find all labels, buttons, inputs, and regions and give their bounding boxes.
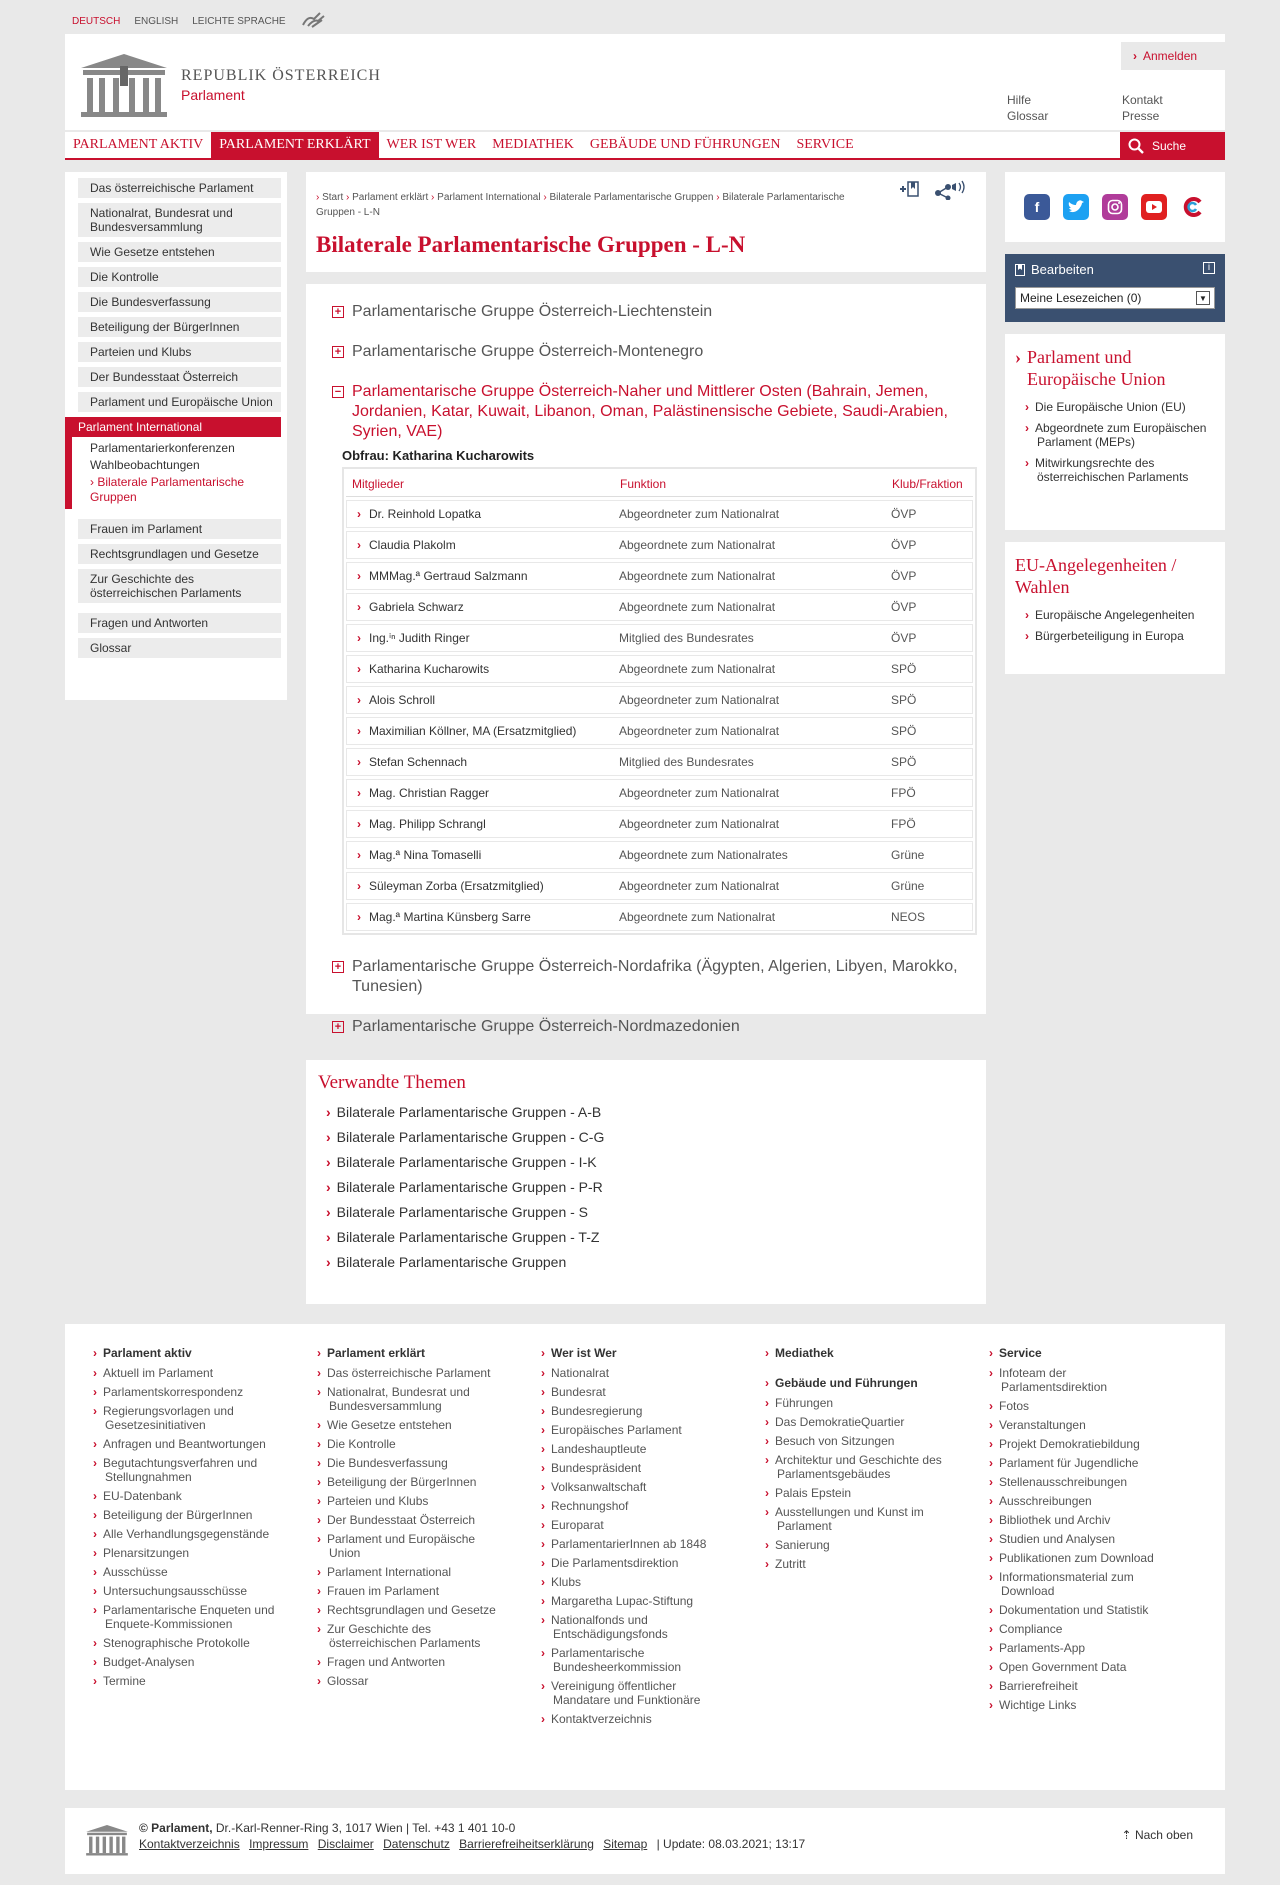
groups-accordion — [306, 284, 986, 1035]
group-naher-mittlerer-osten[interactable] — [332, 382, 964, 442]
footer-link[interactable]: › Palais Epstein — [765, 1486, 950, 1500]
footer-link[interactable]: › Parlament International — [317, 1565, 502, 1579]
nav-parlament-aktiv[interactable]: PARLAMENT AKTIV — [73, 137, 204, 152]
member-name[interactable]: › Dr. Reinhold Lopatka — [357, 507, 619, 521]
footer-col-wer-ist-wer — [541, 1346, 765, 1790]
sign-language-icon[interactable] — [300, 11, 326, 32]
table-row[interactable] — [346, 779, 973, 807]
footer-link[interactable]: › Alle Verhandlungsgegenstände — [93, 1527, 278, 1541]
footer-link-kontaktverzeichnis[interactable]: Kontaktverzeichnis — [139, 1837, 240, 1851]
footer-link[interactable]: › Bundesrat — [541, 1385, 726, 1399]
member-function: Abgeordneter zum Nationalrat — [619, 507, 780, 521]
eu-affairs-link[interactable]: › Bürgerbeteiligung in Europa — [1025, 629, 1215, 643]
footer-link[interactable]: › Nationalrat, Bundesrat und Bundesversammlung — [317, 1385, 502, 1413]
footer-link[interactable]: › Rechtsgrundlagen und Gesetze — [317, 1603, 502, 1617]
member-club: ÖVP — [891, 569, 917, 583]
footer-link[interactable]: › Veranstaltungen — [989, 1418, 1174, 1432]
footer-link[interactable]: › Parlamentarische Bundesheerkommission — [541, 1646, 726, 1674]
footer-link[interactable]: › Nationalrat — [541, 1366, 726, 1380]
footer-link[interactable]: › Wie Gesetze entstehen — [317, 1418, 502, 1432]
footer-link[interactable]: › Stenographische Protokolle — [93, 1636, 278, 1650]
member-club: Grüne — [891, 848, 925, 862]
footer-link[interactable]: › Studien und Analysen — [989, 1532, 1174, 1546]
footer-link[interactable]: › Bundesregierung — [541, 1404, 726, 1418]
table-row[interactable] — [346, 593, 973, 621]
member-function: Abgeordnete zum Nationalrat — [619, 600, 776, 614]
footer-link[interactable]: › Führungen — [765, 1396, 950, 1410]
col-club: Klub/Fraktion — [892, 476, 963, 491]
footer-link-sitemap[interactable]: Sitemap — [603, 1837, 648, 1851]
sidebar-item-rechtsgrundlagen[interactable]: Rechtsgrundlagen und Gesetze — [78, 544, 281, 564]
footer-heading[interactable]: › Service — [989, 1346, 1213, 1360]
breadcrumb-item[interactable]: › Parlament International — [431, 192, 541, 203]
table-row[interactable] — [346, 810, 973, 838]
related-topics — [306, 1060, 986, 1304]
eu-panel-title[interactable]: › Parlament und Europäische Union — [1015, 346, 1215, 390]
eu-affairs-link[interactable]: › Europäische Angelegenheiten — [1025, 608, 1215, 622]
group-title: Parlamentarische Gruppe Österreich-Naher und Mittlerer Osten (Bahrain, Jemen, Jordanien, Katar, Kuwait, Libanon, Oman, Palästinensische Gebiete, Saudi-Arabien, Syrien, VAE) — [352, 383, 948, 440]
table-row[interactable] — [346, 841, 973, 869]
add-bookmark-icon[interactable] — [898, 180, 920, 203]
footer-link[interactable]: › Parlamentskorrespondenz — [93, 1385, 278, 1399]
member-name[interactable]: › Claudia Plakolm — [357, 538, 619, 552]
member-club: SPÖ — [891, 662, 917, 676]
member-name[interactable]: › Gabriela Schwarz — [357, 600, 619, 614]
member-name[interactable]: › Katharina Kucharowits — [357, 662, 619, 676]
eu-link[interactable]: › Die Europäische Union (EU) — [1025, 400, 1215, 414]
footer-link[interactable]: › Plenarsitzungen — [93, 1546, 278, 1560]
sidebar-subnav — [65, 437, 281, 509]
sidebar-navigation — [65, 172, 287, 700]
member-function: Abgeordneter zum Nationalrat — [619, 693, 780, 707]
eu-affairs-title: EU-Angelegenheiten / Wahlen — [1015, 555, 1177, 597]
member-name[interactable]: › Stefan Schennach — [357, 755, 619, 769]
member-function: Abgeordnete zum Nationalrat — [619, 538, 776, 552]
footer-heading[interactable]: › Gebäude und Führungen — [765, 1376, 989, 1390]
footer-link[interactable]: › Parlaments-App — [989, 1641, 1174, 1655]
imprint-info — [139, 1820, 805, 1852]
lang-deutsch[interactable]: DEUTSCH — [72, 15, 121, 27]
facebook-icon[interactable]: f — [1024, 194, 1050, 220]
footer-link[interactable]: › Europäisches Parlament — [541, 1423, 726, 1437]
member-name[interactable]: › Mag.ª Martina Künsberg Sarre — [357, 910, 619, 924]
expand-icon[interactable]: + — [332, 961, 344, 973]
bookmarks-panel — [1005, 254, 1225, 322]
member-function: Abgeordnete zum Nationalrates — [619, 848, 788, 862]
footer-link[interactable]: › Glossar — [317, 1674, 502, 1688]
member-club: ÖVP — [891, 507, 917, 521]
related-link[interactable]: › Bilaterale Parlamentarische Gruppen - C-G — [326, 1129, 974, 1145]
member-club: FPÖ — [891, 786, 916, 800]
help-link[interactable]: Hilfe — [1007, 93, 1032, 107]
table-row[interactable] — [346, 500, 973, 528]
footer-link[interactable]: › Bundespräsident — [541, 1461, 726, 1475]
search-button[interactable] — [1120, 132, 1225, 160]
footer-link[interactable]: › Sanierung — [765, 1538, 950, 1552]
footer-link[interactable]: › Vereinigung öffentlicher Mandatare und Funktionäre — [541, 1679, 726, 1707]
sidebar-item-glossar[interactable]: Glossar — [78, 638, 281, 658]
footer-link[interactable]: › Die Parlamentsdirektion — [541, 1556, 726, 1570]
footer-link-impressum[interactable]: Impressum — [249, 1837, 309, 1851]
member-function: Abgeordnete zum Nationalrat — [619, 662, 776, 676]
press-link[interactable]: Presse — [1122, 109, 1160, 123]
member-club: SPÖ — [891, 755, 917, 769]
nav-service[interactable]: SERVICE — [796, 137, 854, 152]
group-chair: Obfrau: Katharina Kucharowits — [342, 448, 535, 463]
table-row[interactable] — [346, 562, 973, 590]
footer-link[interactable]: › Volksanwaltschaft — [541, 1480, 726, 1494]
logo-title: REPUBLIK ÖSTERREICH — [181, 67, 381, 84]
instagram-icon[interactable] — [1102, 194, 1128, 220]
sidebar-subitem-wahlbeobachtungen[interactable]: Wahlbeobachtungen — [90, 458, 200, 472]
parliament-building-icon — [85, 1824, 129, 1856]
logo-subtitle: Parlament — [181, 87, 245, 103]
bookmark-icon — [1015, 264, 1025, 276]
footer-link[interactable]: › Landeshauptleute — [541, 1442, 726, 1456]
breadcrumb — [316, 190, 876, 220]
eu-link[interactable]: › Mitwirkungsrechte des österreichischen Parlaments — [1025, 456, 1215, 484]
sidebar-item-wie-gesetze-entstehen[interactable]: Wie Gesetze entstehen — [78, 242, 281, 262]
group-nordafrika[interactable] — [332, 957, 964, 997]
footer-col-parlament-erklaert — [317, 1346, 541, 1790]
table-row[interactable] — [346, 686, 973, 714]
member-club: SPÖ — [891, 693, 917, 707]
footer-link[interactable]: › Compliance — [989, 1622, 1174, 1636]
related-link[interactable]: › Bilaterale Parlamentarische Gruppen - T-Z — [326, 1229, 974, 1245]
sidebar-item-die-kontrolle[interactable]: Die Kontrolle — [78, 267, 281, 287]
table-row[interactable] — [346, 655, 973, 683]
footer-link[interactable]: › Kontaktverzeichnis — [541, 1712, 726, 1726]
demokratie-app-icon[interactable] — [1180, 194, 1206, 220]
sidebar-item-die-bundesverfassung[interactable]: Die Bundesverfassung — [78, 292, 281, 312]
footer-link-barrierefreiheit[interactable]: Barrierefreiheitserklärung — [459, 1837, 594, 1851]
footer-link[interactable]: › Barrierefreiheit — [989, 1679, 1174, 1693]
member-function: Abgeordneter zum Nationalrat — [619, 786, 780, 800]
member-club: ÖVP — [891, 538, 917, 552]
nav-mediathek[interactable]: MEDIATHEK — [492, 137, 574, 152]
related-link[interactable]: › Bilaterale Parlamentarische Gruppen - I-K — [326, 1154, 974, 1170]
table-row[interactable] — [346, 531, 973, 559]
group-nordmazedonien[interactable] — [332, 1017, 964, 1037]
breadcrumb-current: › Bilaterale Parlamentarische Gruppen - L-N — [316, 192, 845, 218]
group-title: Parlamentarische Gruppe Österreich-Liechtenstein — [352, 303, 713, 320]
breadcrumb-item[interactable]: › Start — [316, 192, 343, 203]
member-function: Abgeordneter zum Nationalrat — [619, 724, 780, 738]
related-title: Verwandte Themen — [318, 1072, 466, 1093]
eu-link[interactable]: › Abgeordnete zum Europäischen Parlament (MEPs) — [1025, 421, 1215, 449]
bottom-bar — [65, 1808, 1225, 1874]
eu-panel — [1005, 334, 1225, 530]
main-navigation — [65, 132, 1225, 160]
update-date: | Update: 08.03.2021; 13:17 — [656, 1837, 806, 1851]
member-name[interactable]: › Maximilian Köllner, MA (Ersatzmitglied) — [357, 724, 619, 738]
contact-links — [1122, 92, 1163, 124]
footer-link[interactable]: › Beteiligung der BürgerInnen — [93, 1508, 278, 1522]
member-function: Mitglied des Bundesrates — [619, 631, 754, 645]
footer-link[interactable]: › Beteiligung der BürgerInnen — [317, 1475, 502, 1489]
footer-link[interactable]: › Der Bundesstaat Österreich — [317, 1513, 502, 1527]
footer-link[interactable]: › Europarat — [541, 1518, 726, 1532]
footer-heading[interactable]: › Mediathek — [765, 1346, 989, 1360]
parliament-building-icon — [79, 52, 169, 118]
lang-english[interactable]: ENGLISH — [134, 15, 179, 27]
footer-link[interactable]: › Wichtige Links — [989, 1698, 1174, 1712]
nav-parlament-erklaert[interactable]: PARLAMENT ERKLÄRT — [211, 132, 378, 158]
collapse-icon[interactable]: − — [332, 386, 344, 398]
back-to-top-label: Nach oben — [1134, 1828, 1193, 1842]
footer-link[interactable]: › Fotos — [989, 1399, 1174, 1413]
login-button[interactable] — [1121, 42, 1225, 70]
footer-link[interactable]: › Klubs — [541, 1575, 726, 1589]
sidebar-item-parteien-klubs[interactable]: Parteien und Klubs — [78, 342, 281, 362]
sidebar-item-beteiligung[interactable]: Beteiligung der BürgerInnen — [78, 317, 281, 337]
footer-link[interactable]: › Aktuell im Parlament — [93, 1366, 278, 1380]
footer-link[interactable]: › Projekt Demokratiebildung — [989, 1437, 1174, 1451]
copyright: © Parlament, — [139, 1821, 213, 1835]
member-club: ÖVP — [891, 600, 917, 614]
footer-col-service — [989, 1346, 1213, 1790]
col-members: Mitglieder — [352, 476, 405, 491]
sidebar-subitem-bilaterale-gruppen[interactable]: › Bilaterale Parlamentarische Gruppen — [90, 475, 281, 505]
table-row[interactable] — [346, 624, 973, 652]
footer-link[interactable]: › ParlamentarierInnen ab 1848 — [541, 1537, 726, 1551]
breadcrumb-item[interactable]: › Parlament erklärt — [346, 192, 428, 203]
member-club: ÖVP — [891, 631, 917, 645]
help-links — [1007, 92, 1048, 124]
page-tools — [898, 180, 968, 203]
site-header — [65, 34, 1225, 130]
related-link[interactable]: › Bilaterale Parlamentarische Gruppen - P-R — [326, 1179, 974, 1195]
footer-link[interactable]: › Anfragen und Beantwortungen — [93, 1437, 278, 1451]
address: Dr.-Karl-Renner-Ring 3, 1017 Wien | Tel. +43 1 401 10-0 — [215, 1821, 516, 1835]
footer-heading[interactable]: › Parlament aktiv — [93, 1346, 317, 1360]
expand-icon[interactable]: + — [332, 1021, 344, 1033]
footer-col-parlament-aktiv — [93, 1346, 317, 1790]
footer-link[interactable]: › Termine — [93, 1674, 278, 1688]
bearbeiten-label[interactable]: Bearbeiten — [1031, 262, 1094, 277]
col-function: Funktion — [620, 476, 667, 491]
arrow-up-icon: ⇡ — [1121, 1828, 1132, 1842]
footer-link[interactable]: › Fragen und Antworten — [317, 1655, 502, 1669]
footer-link[interactable]: › Regierungsvorlagen und Gesetzesinitiativen — [93, 1404, 278, 1432]
footer-link[interactable]: › Publikationen zum Download — [989, 1551, 1174, 1565]
member-function: Abgeordneter zum Nationalrat — [619, 817, 780, 831]
group-liechtenstein[interactable] — [332, 302, 964, 322]
footer-link-disclaimer[interactable]: Disclaimer — [317, 1837, 374, 1851]
footer-link[interactable]: › Architektur und Geschichte des Parlamentsgebäudes — [765, 1453, 950, 1481]
search-icon — [1128, 138, 1144, 154]
related-link[interactable]: › Bilaterale Parlamentarische Gruppen — [326, 1254, 974, 1270]
footer-link[interactable]: › Ausschreibungen — [989, 1494, 1174, 1508]
related-link[interactable]: › Bilaterale Parlamentarische Gruppen - S — [326, 1204, 974, 1220]
member-name[interactable]: › MMMag.ª Gertraud Salzmann — [357, 569, 619, 583]
sidebar-item-nationalrat-bundesrat[interactable]: Nationalrat, Bundesrat und Bundesversammlung — [78, 203, 281, 237]
footer-link[interactable]: › Parlament für Jugendliche — [989, 1456, 1174, 1470]
bookmarks-select-value: Meine Lesezeichen (0) — [1020, 291, 1142, 305]
footer-link[interactable]: › Margaretha Lupac-Stiftung — [541, 1594, 726, 1608]
sidebar-subitem-konferenzen[interactable]: Parlamentarierkonferenzen — [90, 441, 235, 455]
sidebar-item-frauen[interactable]: Frauen im Parlament — [78, 519, 281, 539]
member-name[interactable]: › Süleyman Zorba (Ersatzmitglied) — [357, 879, 619, 893]
member-name[interactable]: › Mag. Christian Ragger — [357, 786, 619, 800]
member-club: Grüne — [891, 879, 925, 893]
table-row[interactable] — [346, 872, 973, 900]
footer-link[interactable]: › Besuch von Sitzungen — [765, 1434, 950, 1448]
group-title: Parlamentarische Gruppe Österreich-Montenegro — [352, 343, 704, 360]
footer-link[interactable]: › Parlament und Europäische Union — [317, 1532, 502, 1560]
member-function: Abgeordnete zum Nationalrat — [619, 910, 776, 924]
footer-link[interactable]: › Zutritt — [765, 1557, 950, 1571]
language-bar — [72, 12, 326, 30]
table-row[interactable] — [346, 717, 973, 745]
footer-link[interactable]: › Informationsmaterial zum Download — [989, 1570, 1174, 1598]
youtube-icon[interactable] — [1141, 194, 1167, 220]
contact-link[interactable]: Kontakt — [1122, 93, 1163, 107]
footer-link[interactable]: › Rechnungshof — [541, 1499, 726, 1513]
footer-link[interactable]: › Bibliothek und Archiv — [989, 1513, 1174, 1527]
footer-link[interactable]: › Stellenausschreibungen — [989, 1475, 1174, 1489]
footer-link-datenschutz[interactable]: Datenschutz — [383, 1837, 450, 1851]
chevron-down-icon: ▼ — [1196, 291, 1210, 305]
expand-icon[interactable]: + — [332, 306, 344, 318]
footer-link[interactable]: › Infoteam der Parlamentsdirektion — [989, 1366, 1174, 1394]
sidebar-item-fragen-antworten[interactable]: Fragen und Antworten — [78, 613, 281, 633]
group-montenegro[interactable] — [332, 342, 964, 362]
footer-link[interactable]: › Begutachtungsverfahren und Stellungnahmen — [93, 1456, 278, 1484]
table-row[interactable] — [346, 903, 973, 931]
glossary-link[interactable]: Glossar — [1007, 109, 1049, 123]
twitter-icon[interactable] — [1063, 194, 1089, 220]
eu-affairs-panel — [1005, 542, 1225, 674]
sidebar-item-parlament-international[interactable]: Parlament International — [65, 417, 281, 437]
footer-link[interactable]: › Ausstellungen und Kunst im Parlament — [765, 1505, 950, 1533]
member-function: Mitglied des Bundesrates — [619, 755, 754, 769]
footer-link[interactable]: › Frauen im Parlament — [317, 1584, 502, 1598]
info-icon[interactable]: i — [1203, 262, 1215, 274]
search-label: Suche — [1152, 139, 1187, 153]
bookmarks-select[interactable] — [1015, 287, 1215, 309]
member-club: SPÖ — [891, 724, 917, 738]
table-header — [346, 471, 973, 497]
footer-link[interactable]: › Untersuchungsausschüsse — [93, 1584, 278, 1598]
login-label: › Anmelden — [1133, 49, 1197, 63]
expand-icon[interactable]: + — [332, 346, 344, 358]
parliament-logo[interactable] — [79, 52, 381, 118]
member-name[interactable]: › Alois Schroll — [357, 693, 619, 707]
footer-sitemap — [65, 1324, 1225, 1790]
share-read-icon[interactable] — [934, 180, 968, 203]
footer-link[interactable]: › Nationalfonds und Entschädigungsfonds — [541, 1613, 726, 1641]
nav-gebaeude-fuehrungen[interactable]: GEBÄUDE UND FÜHRUNGEN — [589, 137, 781, 152]
footer-link[interactable]: › Dokumentation und Statistik — [989, 1603, 1174, 1617]
footer-heading[interactable]: › Parlament erklärt — [317, 1346, 541, 1360]
social-links — [1005, 172, 1225, 242]
footer-link[interactable]: › EU-Datenbank — [93, 1489, 278, 1503]
table-row[interactable] — [346, 748, 973, 776]
member-name[interactable]: › Mag. Philipp Schrangl — [357, 817, 619, 831]
member-rows — [346, 500, 973, 931]
member-name[interactable]: › Ing.ⁱⁿ Judith Ringer — [357, 631, 619, 645]
group-title: Parlamentarische Gruppe Österreich-Nordafrika (Ägypten, Algerien, Libyen, Marokko, Tunesien) — [352, 958, 958, 995]
footer-link[interactable]: › Die Kontrolle — [317, 1437, 502, 1451]
footer-link[interactable]: › Die Bundesverfassung — [317, 1456, 502, 1470]
footer-link[interactable]: › Ausschüsse — [93, 1565, 278, 1579]
group-title: Parlamentarische Gruppe Österreich-Nordmazedonien — [352, 1018, 740, 1035]
member-function: Abgeordnete zum Nationalrat — [619, 569, 776, 583]
sidebar-item-bundesstaat[interactable]: Der Bundesstaat Österreich — [78, 367, 281, 387]
sidebar-item-das-oesterreichische-parlament[interactable]: Das österreichische Parlament — [78, 178, 281, 198]
member-name[interactable]: › Mag.ª Nina Tomaselli — [357, 848, 619, 862]
footer-col-mediathek — [765, 1346, 989, 1790]
member-club: FPÖ — [891, 817, 916, 831]
sidebar-item-parlament-eu[interactable]: Parlament und Europäische Union — [78, 392, 281, 412]
related-link[interactable]: › Bilaterale Parlamentarische Gruppen - A-B — [326, 1104, 974, 1120]
footer-link[interactable]: › Parlamentarische Enqueten und Enquete-Kommissionen — [93, 1603, 278, 1631]
member-club: NEOS — [891, 910, 926, 924]
member-function: Abgeordneter zum Nationalrat — [619, 879, 780, 893]
footer-link[interactable]: › Das österreichische Parlament — [317, 1366, 502, 1380]
footer-link[interactable]: › Budget-Analysen — [93, 1655, 278, 1669]
footer-link[interactable]: › Parteien und Klubs — [317, 1494, 502, 1508]
breadcrumb-item[interactable]: › Bilaterale Parlamentarische Gruppen — [543, 192, 713, 203]
back-to-top-button[interactable] — [1122, 1828, 1193, 1842]
footer-heading[interactable]: › Wer ist Wer — [541, 1346, 765, 1360]
footer-link[interactable]: › Zur Geschichte des österreichischen Parlaments — [317, 1622, 502, 1650]
footer-link[interactable]: › Das DemokratieQuartier — [765, 1415, 950, 1429]
nav-wer-ist-wer[interactable]: WER IST WER — [386, 137, 477, 152]
page-title: Bilaterale Parlamentarische Gruppen - L-N — [316, 232, 746, 257]
page-header-box — [306, 172, 986, 272]
footer-link[interactable]: › Open Government Data — [989, 1660, 1174, 1674]
members-table — [342, 467, 977, 935]
lang-leichte-sprache[interactable]: LEICHTE SPRACHE — [192, 15, 286, 27]
sidebar-item-geschichte[interactable]: Zur Geschichte des österreichischen Parlaments — [78, 569, 281, 603]
